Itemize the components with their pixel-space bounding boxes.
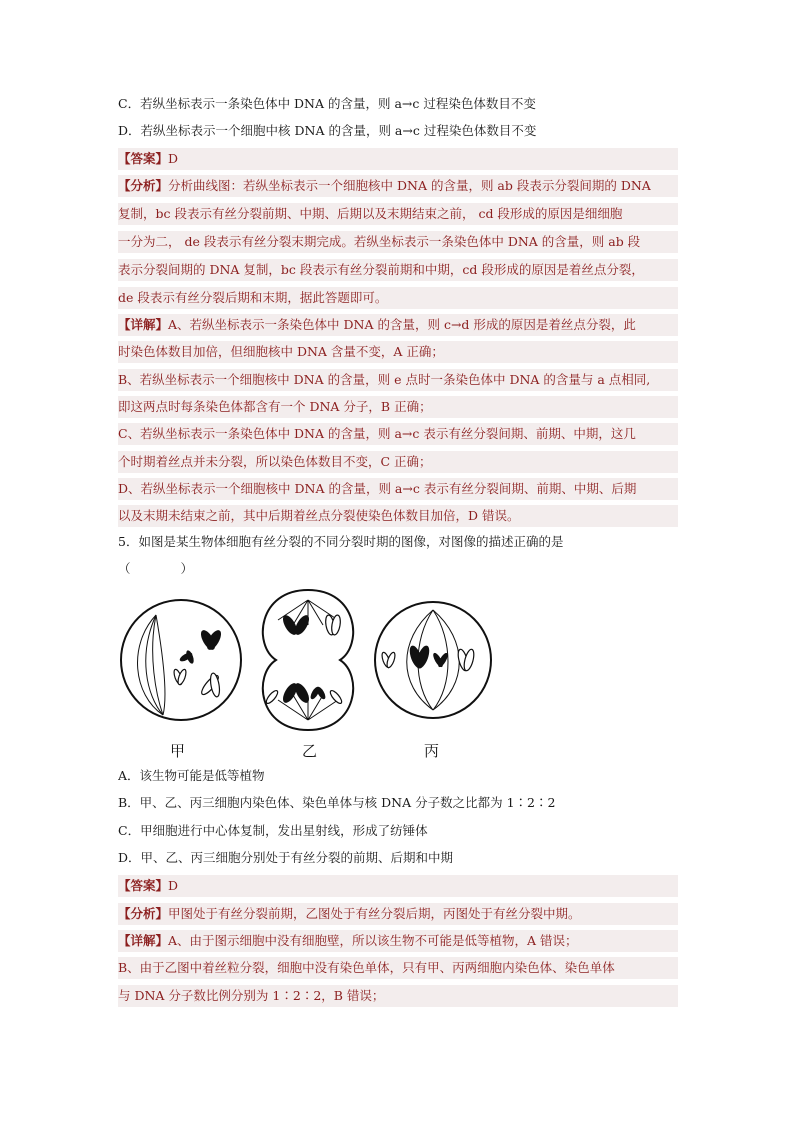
q4-option-d: D．若纵坐标表示一个细胞中核 DNA 的含量，则 a→c 过程染色体数目不变 [118, 123, 537, 138]
analysis-text: 甲图处于有丝分裂前期，乙图处于有丝分裂后期，丙图处于有丝分裂中期。 [168, 906, 581, 921]
q4-analysis-line-1 [118, 175, 678, 197]
q4-detail-line-8: 以及末期未结束之前，其中后期着丝点分裂使染色体数目加倍，D 错误。 [118, 505, 678, 527]
q4-analysis-line-5: de 段表示有丝分裂后期和末期，据此答题即可。 [118, 287, 678, 309]
q5-answer-bracket: （ ） [118, 561, 194, 576]
analysis-tag: 【分析】 [118, 178, 169, 193]
answer-value: D [168, 151, 179, 166]
q4-detail-line-4: 即这两点时每条染色体都含有一个 DNA 分子，B 正确； [118, 396, 678, 418]
analysis-tag: 【分析】 [118, 906, 169, 921]
detail-tag: 【详解】 [118, 933, 169, 948]
caption-yi: 乙 [302, 742, 318, 760]
q4-detail-line-6: 个时期着丝点并未分裂，所以染色体数目不变，C 正确； [118, 451, 678, 473]
q4-answer [118, 148, 678, 170]
q5-analysis [118, 903, 678, 925]
q4-option-c: C．若纵坐标表示一条染色体中 DNA 的含量，则 a→c 过程染色体数目不变 [118, 96, 536, 111]
answer-tag: 【答案】 [118, 151, 169, 166]
q4-detail-line-2: 时染色体数目加倍，但细胞核中 DNA 含量不变，A 正确； [118, 341, 678, 363]
caption-bing: 丙 [424, 742, 440, 760]
q5-stem: 5．如图是某生物体细胞有丝分裂的不同分裂时期的图像，对图像的描述正确的是 [118, 534, 564, 549]
q5-detail-line-2: B、由于乙图中着丝粒分裂，细胞中没有染色单体，只有甲、丙两细胞内染色体、染色单体 [118, 957, 678, 979]
mitosis-figure [118, 585, 508, 765]
q4-analysis-line-4: 表示分裂间期的 DNA 复制，bc 段表示有丝分裂前期和中期，cd 段形成的原因是着丝点分裂， [118, 259, 678, 281]
q5-option-d: D．甲、乙、丙三细胞分别处于有丝分裂的前期、后期和中期 [118, 850, 454, 865]
analysis-text: 分析曲线图：若纵坐标表示一个细胞核中 DNA 的含量，则 ab 段表示分裂间期的 DNA [168, 178, 651, 193]
answer-value: D [168, 878, 179, 893]
q5-option-b: B．甲、乙、丙三细胞内染色体、染色单体与核 DNA 分子数之比都为 1∶2∶2 [118, 795, 556, 810]
q5-detail-line-1 [118, 930, 678, 952]
q4-analysis-line-3: 一分为二， de 段表示有丝分裂末期完成。若纵坐标表示一条染色体中 DNA 的含量，则 ab 段 [118, 231, 678, 253]
detail-text: A、若纵坐标表示一条染色体中 DNA 的含量，则 c→d 形成的原因是着丝点分裂，此 [168, 317, 636, 332]
q5-detail-line-3: 与 DNA 分子数比例分别为 1∶2∶2，B 错误； [118, 985, 678, 1007]
answer-tag: 【答案】 [118, 878, 169, 893]
q4-detail-line-3: B、若纵坐标表示一个细胞核中 DNA 的含量，则 e 点时一条染色体中 DNA 的含量与 a 点相同, [118, 369, 678, 391]
q4-analysis-line-2: 复制，bc 段表示有丝分裂前期、中期、后期以及末期结束之前， cd 段形成的原因是细细胞 [118, 203, 678, 225]
q4-detail-line-7: D、若纵坐标表示一个细胞核中 DNA 的含量，则 a→c 表示有丝分裂间期、前期、中期、后期 [118, 478, 678, 500]
q5-option-c: C．甲细胞进行中心体复制，发出星射线，形成了纺锤体 [118, 823, 428, 838]
q5-option-a: A．该生物可能是低等植物 [118, 768, 265, 783]
q4-detail-line-5: C、若纵坐标表示一条染色体中 DNA 的含量，则 a→c 表示有丝分裂间期、前期、中期，这几 [118, 423, 678, 445]
q4-detail-line-1 [118, 314, 678, 336]
detail-tag: 【详解】 [118, 317, 169, 332]
mitosis-cells-svg [118, 585, 508, 735]
caption-jia: 甲 [170, 742, 186, 760]
q5-answer [118, 875, 678, 897]
detail-text: A、由于图示细胞中没有细胞壁，所以该生物不可能是低等植物，A 错误； [168, 933, 578, 948]
